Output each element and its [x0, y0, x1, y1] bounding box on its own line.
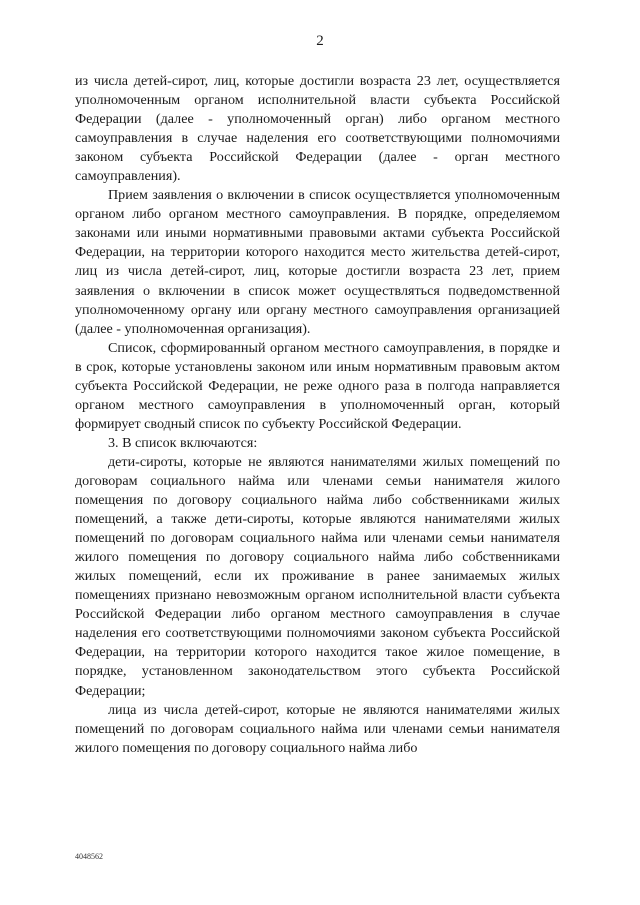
paragraph-1: из числа детей-сирот, лиц, которые достигли возраста 23 лет, осуществляется уполномоченным органом исполнительной власти субъекта Российской Федерации (далее - уполномоченный орган) либо органом местного самоуправления в случае наделения его соответствующими полномочиями законом субъекта Российской Федерации (далее - орган местного самоуправления).	[75, 73, 560, 185]
document-code: 4048562	[75, 852, 103, 861]
paragraph-5: дети-сироты, которые не являются нанимателями жилых помещений по договорам социального найма или членами семьи нанимателя жилого помещения по договору социального найма либо собственниками жилых помещений, а также дети-сироты, которые являются нанимателями жилых помещений по договорам социального найма или членами семьи нанимателя жилого помещения по договору социального найма либо собственниками жилых помещений, если их проживание в ранее занимаемых жилых помещениях признано невозможным органом исполнительной власти субъекта Российской Федерации либо органом местного самоуправления в случае наделения его соответствующими полномочиями законом субъекта Российской Федерации, на территории которого находится такое жилое помещение, в порядке, установленном законодательством этого субъекта Российской Федерации;	[75, 453, 560, 699]
paragraph-4: 3. В список включаются:	[108, 434, 258, 451]
paragraph-6: лица из числа детей-сирот, которые не являются нанимателями жилых помещений по договорам социального найма или членами семьи нанимателя жилого помещения по договору социального найма либо	[75, 701, 560, 756]
document-body	[75, 72, 560, 758]
paragraph-3: Список, сформированный органом местного самоуправления, в порядке и в срок, которые установлены законом или иным нормативным правовым актом субъекта Российской Федерации, не реже одного раза в полгода направляется органом местного самоуправления в уполномоченный орган, который формирует сводный список по субъекту Российской Федерации.	[75, 339, 560, 432]
page-number: 2	[316, 33, 324, 49]
paragraph-2: Прием заявления о включении в список осуществляется уполномоченным органом либо органом местного самоуправления. В порядке, определяемом законами или иными нормативными правовыми актами субъекта Российской Федерации, на территории которого находится место жительства детей-сирот, лиц из числа детей-сирот, лиц, которые достигли возраста 23 лет, прием заявления о включении в список может осуществляться подведомственной уполномоченному органу или органу местного самоуправления организацией (далее - уполномоченная организация).	[75, 187, 560, 337]
